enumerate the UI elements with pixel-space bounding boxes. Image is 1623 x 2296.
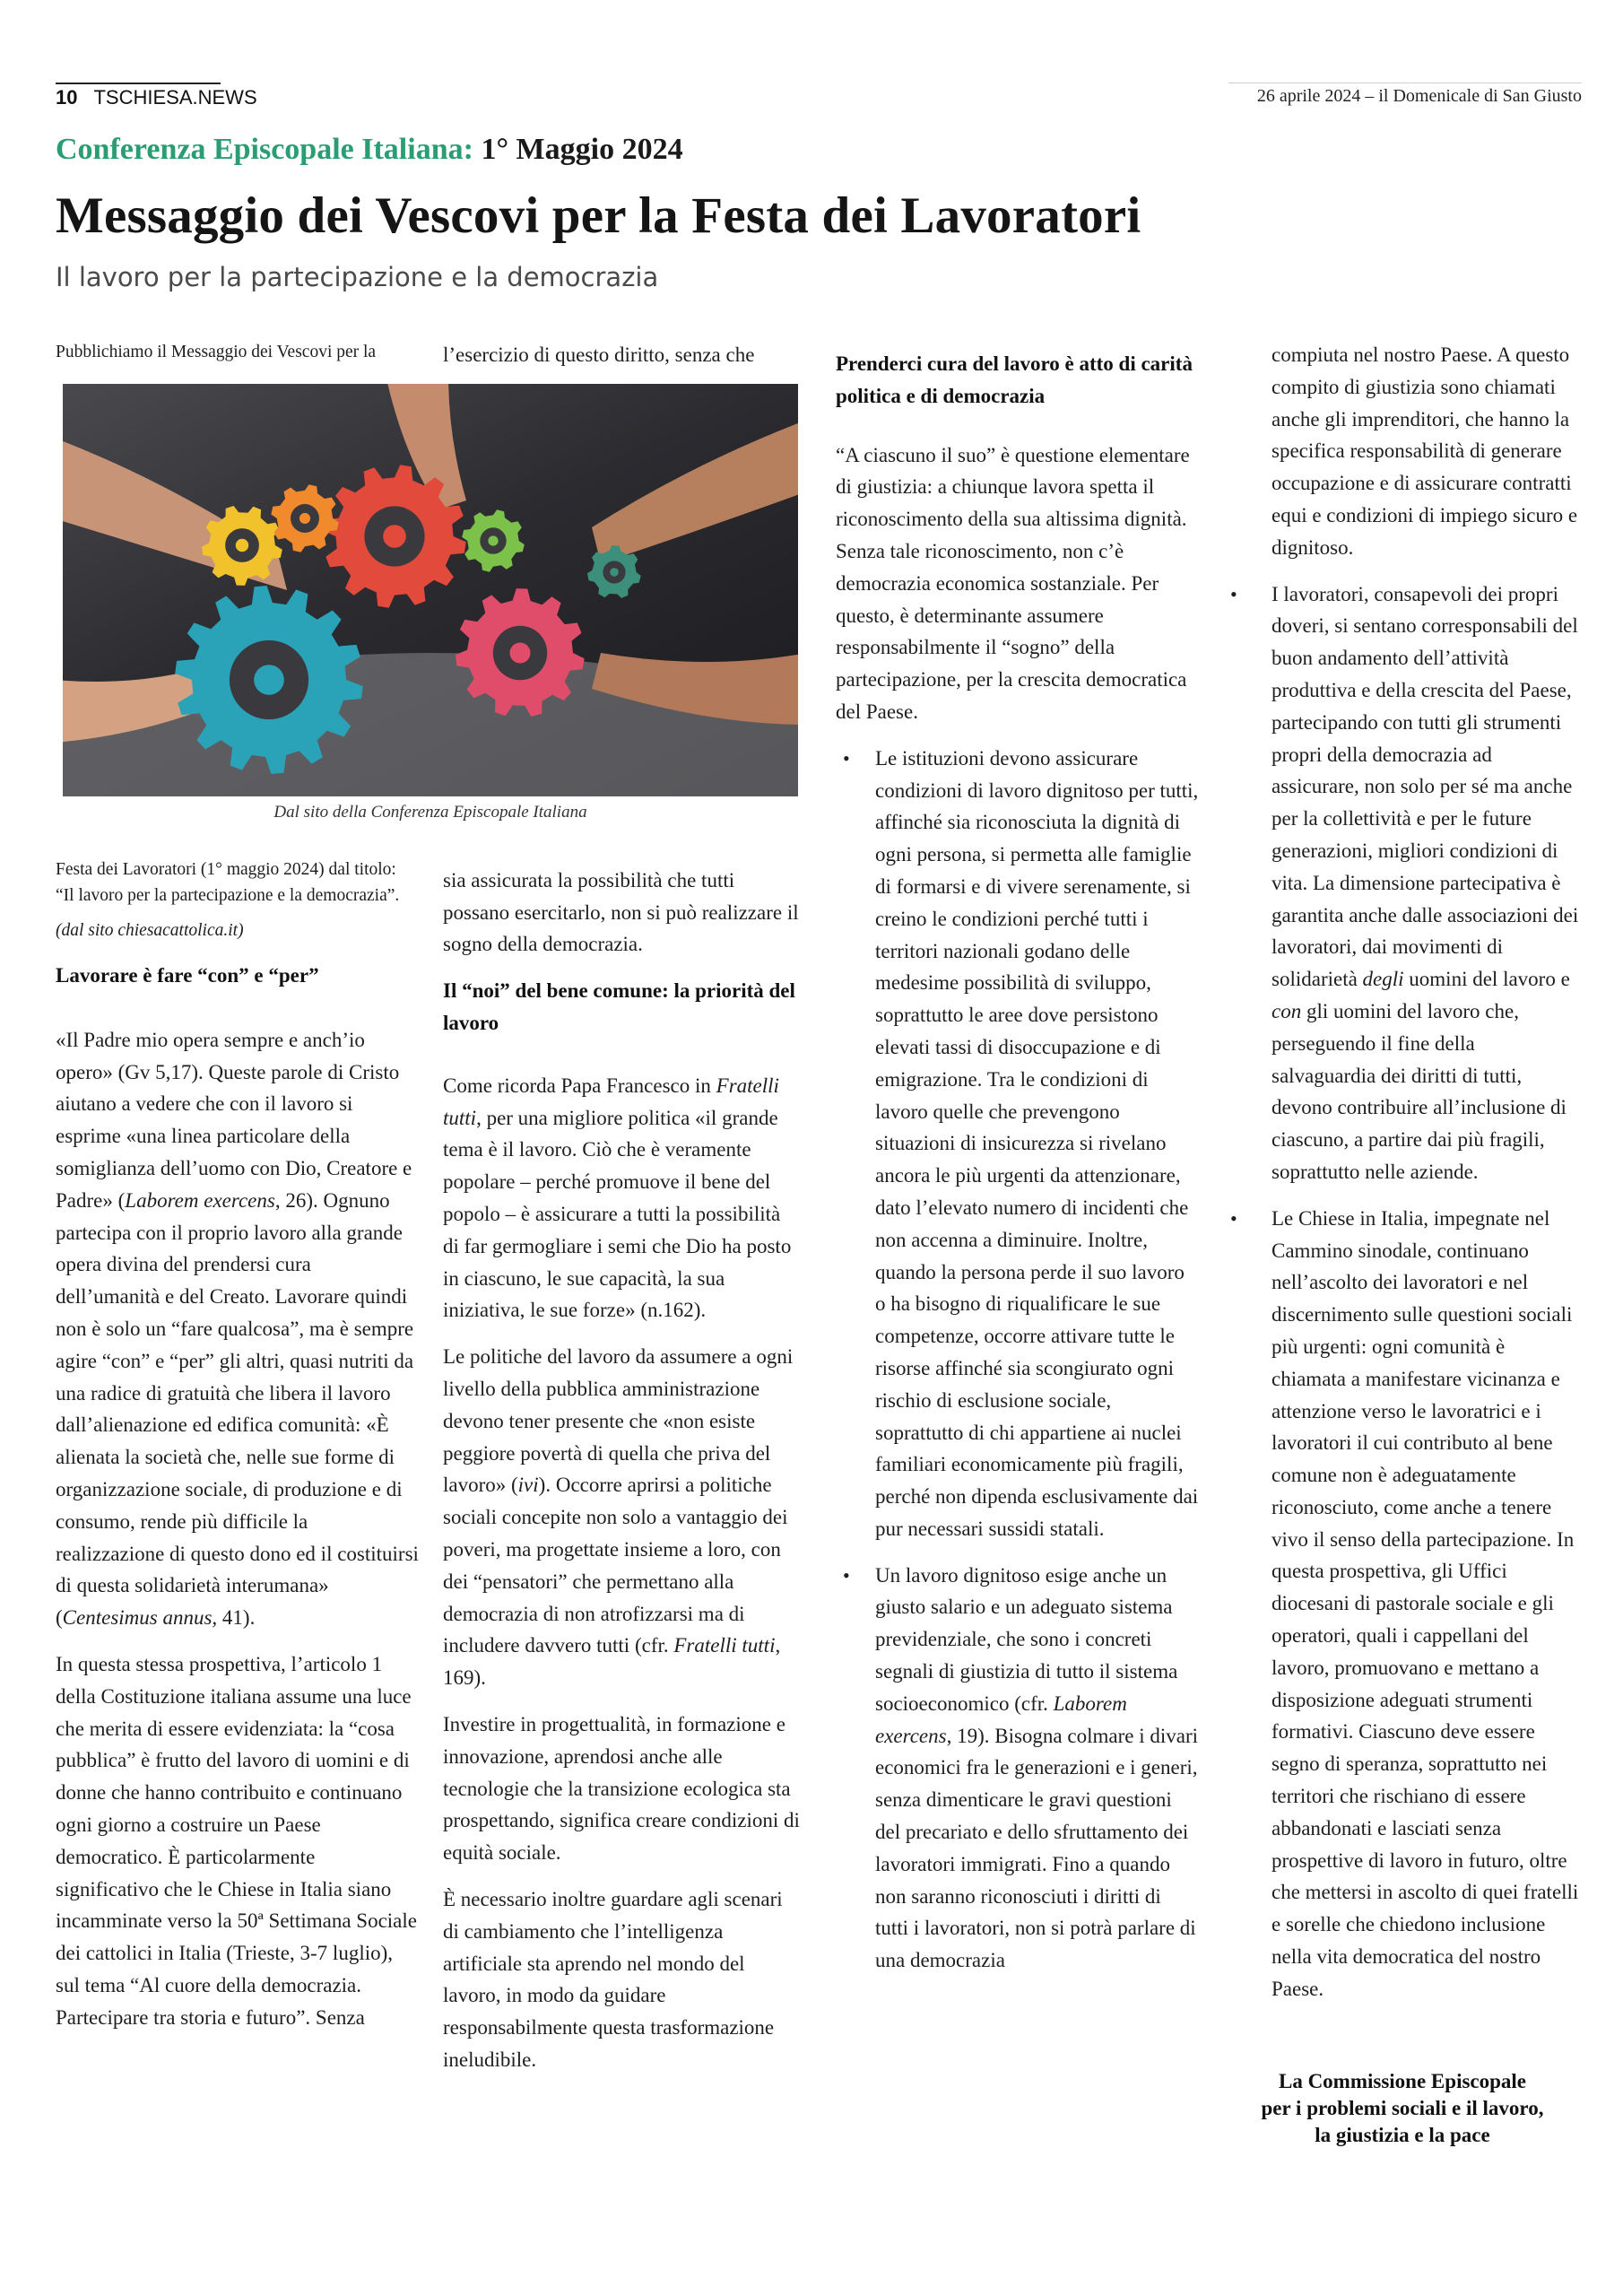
intro-bottom: Festa dei Lavoratori (1° maggio 2024) dal titolo: “Il lavoro per la partecipazione e la democrazia”. [56,860,400,905]
signature-line: La Commissione Episcopale [1278,2070,1527,2092]
list-item: • Le istituzioni devono assicurare condizioni di lavoro dignitoso per tutti, affinché sia riconosciuta la dignità di ogni persona, si permetta alle famiglie di formarsi e di vivere serenamente, si creino le condizioni perché tutti i territori nazionali godano delle medesime possibilità di sviluppo, soprattutto le aree dove persistono elevati tassi di disoccupazione e di emigrazione. Tra le condizioni di lavoro quelle che prevengono situazioni di insicurezza si rivelano ancora le più urgenti da attenzionare, dato l’elevato numero di incidenti che non accenna a diminuire. Inoltre, quando la persona perde il suo lavoro o ha bisogno di riqualificare le sue competenze, occorre attivare tutte le risorse affinché sia scongiurato ogni rischio di esclusione sociale, soprattutto di chi appartiene ai nuclei familiari economicamente più fragili, perché non dipenda esclusivamente dai pur necessari sussidi statali. [836,743,1199,1545]
signature-line: la giustizia e la pace [1315,2124,1490,2146]
gears-illustration [63,384,798,796]
section-heading-1: Lavorare è fare “con” e “per” [56,964,319,987]
page-number: 10 [56,86,78,109]
paragraph: Come ricorda Papa Francesco in Fratelli tutti, per una migliore politica «il grande tema è il lavoro. Ciò che è veramente popolare – perché promuove il bene del popolo – è assicurare a tutti la possibilità di far germogliare i semi che Dio ha posto in ciascuno, le sue capacità, la sua iniziativa, le sue forze» (n.162). [443,1074,792,1322]
header-left [56,86,257,109]
paragraph: In questa stessa prospettiva, l’articolo 1 della Costituzione italiana assume una luce che merita di essere evidenziata: la “cosa pubblica” è frutto del lavoro di uomini e di donne che hanno contribuito e continuano ogni giorno a costruire un Paese democratico. È particolarmente significativo che le Chiese in Italia siano incamminate verso la 50ª Settimana Sociale dei cattolici in Italia (Trieste, 3-7 luglio), sul tema “Al cuore della democrazia. Partecipare tra storia e futuro”. Senza [56,1652,417,2029]
gear-hub [254,665,284,695]
headline: Messaggio dei Vescovi per la Festa dei Lavoratori [56,187,1141,244]
photo-caption: Dal sito della Conferenza Episcopale Italiana [273,803,587,822]
hand-shape [592,420,798,563]
signature-line: per i problemi sociali e il lavoro, [1261,2097,1544,2119]
list-item: • I lavoratori, consapevoli dei propri doveri, si sentano corresponsabili del buon andamento dell’attività produttiva e della crescita del Paese, partecipando con tutti gli strumenti propri della democrazia ad assicurare, non solo per sé ma anche per la collettività e per le future generazioni, migliori condizioni di vita. La dimensione partecipativa è garantita anche dalle associazioni dei lavoratori, dai movimenti di solidarietà degli uomini del lavoro e con gli uomini del lavoro che, perseguendo il fine della salvaguardia dei diritti di tutti, devono contribuire all’inclusione di ciascuno, a partire dai più fragili, soprattutto nelle aziende. [1223,578,1582,1188]
paragraph: «Il Padre mio opera sempre e anch’io opero» (Gv 5,17). Queste parole di Cristo aiutano a vedere che con il lavoro si esprime «una linea particolare della somiglianza dell’uomo con Dio, Creatore e Padre» (Laborem exercens, 26). Ognuno partecipa con il proprio lavoro alla grande opera divina del prendersi cura dell’umanità e del Creato. Lavorare quindi non è solo un “fare qualcosa”, ma è sempre agire “con” e “per” gli altri, quasi nutriti da una radice di gratuità che libera il lavoro dall’alienazione ed edifica comunità: «È alienata la società che, nelle sue forme di organizzazione sociale, di produzione e di consumo, rende più difficile la realizzazione di questo dono ed il costituirsi di questa solidarietà interumana» (Centesimus annus, 41). [56,1028,419,1630]
paragraph: sia assicurata la possibilità che tutti possano esercitarlo, non si può realizzare il sogno della democrazia. [443,868,799,956]
list-item: • Le Chiese in Italia, impegnate nel Cammino sinodale, continuano nell’ascolto dei lavoratori e nel discernimento sulle questioni sociali più urgenti: ogni comunità è chiamata a manifestare vicinanza e attenzione verso le lavoratrici e i lavoratori il cui contributo al bene comune non è adeguatamente riconosciuto, come anche a tenere vivo il senso della partecipazione. In questa prospettiva, gli Uffici diocesani di pastorale sociale e gli operatori, quali i cappellani del lavoro, promuovano e mettano a disposizione adeguati strumenti formativi. Ciascuno deve essere segno di speranza, soprattutto nei territori che rischiano di essere abbandonati e lasciati senza prospettive di lavoro in futuro, oltre che mettersi in ascolto di quei fratelli e sorelle che chiedono inclusione nella vita democratica del nostro Paese. [1223,1203,1582,2005]
gear-hub [299,513,310,524]
column-4 [1223,339,1582,2020]
list-item: • Un lavoro dignitoso esige anche un giusto salario e un adeguato sistema previdenziale, che sono i concreti segnali di giustizia di tutto il sistema socioeconomico (cfr. Laborem exercens, 19). Bisogna colmare i divari economici fra le generazioni e i generi, senza dimenticare le gravi questioni del precariato e dello sfruttamento dei lavoratori immigrati. Fino a quando non saranno riconosciuti i diritti di tutti i lavoratori, non si potrà parlare di una democrazia [836,1560,1199,1977]
kicker [56,133,683,167]
section-heading-2: Il “noi” del bene comune: la priorità del lavoro [443,979,795,1034]
source-note: (dal sito chiesacattolica.it) [56,921,244,940]
paragraph: Le politiche del lavoro da assumere a ogni livello della pubblica amministrazione devono tener presente che «non esiste peggiore povertà di quella che priva del lavoro» (ivi). Occorre aprirsi a politiche sociali concepite non solo a vantaggio dei poveri, ma progettate insieme a loro, con dei “pensatori” che permettano alla democrazia di non atrofizzarsi ma di includere davvero tutti (cfr. Fratelli tutti, 169). [443,1345,794,1690]
kicker-org: Conferenza Episcopale Italiana: [56,133,473,166]
gear-hub [488,535,498,545]
header-rule [56,83,221,84]
section-heading-3: Prenderci cura del lavoro è atto di carità politica e di democrazia [836,352,1193,407]
gear-hub [509,642,530,663]
gear-hub [236,539,248,552]
page-header [56,86,1582,113]
issue-date: 26 aprile 2024 – il Domenicale di San Giusto [1256,86,1582,106]
bullet-list [836,743,1199,1977]
subheadline: Il lavoro per la partecipazione e la democrazia [56,262,659,292]
gear-hub [383,525,406,548]
signature [1223,2068,1582,2149]
gear-hub [610,568,619,577]
column-3 [836,348,1199,1991]
intro-top: Pubblichiamo il Messaggio dei Vescovi per la [56,343,377,361]
paragraph: È necessario inoltre guardare agli scenari di cambiamento che l’intelligenza artificiale sta aprendo nel mondo del lavoro, in modo da guidare responsabilmente questa trasformazione ineludibile. [443,1887,783,2071]
paragraph: Investire in progettualità, in formazione e innovazione, aprendosi anche alle tecnologie che la transizione ecologica sta prospettando, significa creare condizioni di equità sociale. [443,1712,800,1865]
article-photo [63,384,798,796]
paragraph: compiuta nel nostro Paese. A questo compito di giustizia sono chiamati anche gli imprenditori, che hanno la specifica responsabilità di generare occupazione e di assicurare contratti equi e condizioni di impiego sicuro e dignitoso. [1271,344,1578,559]
paragraph: “A ciascuno il suo” è questione elementare di giustizia: a chiunque lavora spetta il riconoscimento della sua altissima dignità. Senza tale riconoscimento, non c’è democrazia economica sostanziale. Per questo, è determinante assumere responsabilmente il “sogno” della partecipazione, per la crescita democratica del Paese. [836,443,1190,723]
kicker-date: 1° Maggio 2024 [481,133,683,166]
site-name: TSCHIESA.NEWS [93,86,257,109]
paragraph: l’esercizio di questo diritto, senza che [443,344,755,366]
bullet-list [1223,578,1582,2005]
